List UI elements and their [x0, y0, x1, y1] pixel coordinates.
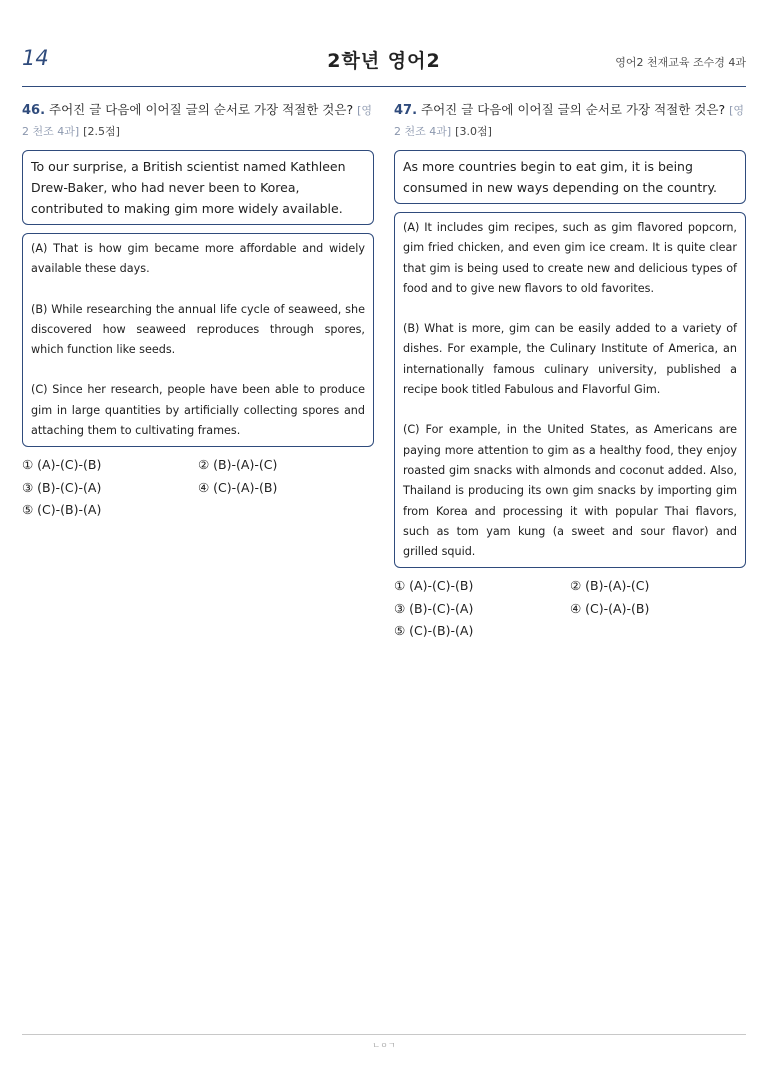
question-prompt: 주어진 글 다음에 이어질 글의 순서로 가장 적절한 것은? [49, 102, 354, 117]
answer-choices [394, 576, 746, 642]
paragraph-b: (B) What is more, gim can be easily added to a variety of dishes. For example, the Culinary Institute of America, an internationally famous culinary university, published a recipe book titled Fabulous and Flavorful Gim. [403, 322, 737, 397]
footer-divider [22, 1034, 746, 1035]
page-title: 2학년 영어2 [327, 50, 441, 72]
answer-choice-3[interactable]: ③ (B)-(C)-(A) [394, 600, 474, 616]
question-source: [영2 천조 4과] [394, 104, 744, 138]
answer-choice-2[interactable]: ② (B)-(A)-(C) [198, 457, 278, 473]
question-47 [394, 100, 746, 642]
paragraph-options-box [22, 233, 374, 447]
paragraph-c: (C) For example, in the United States, as Americans are paying more attention to gim as a healthy food, they enjoy roasted gim snacks with almonds and coconut added. Also, Thailand is producing its own gim snacks by importing gim from Korea and processing it with popular Thai flavors, such as tom yam kung (a sweet and sour flavor) and grilled squid. [403, 423, 737, 559]
page-header [22, 40, 746, 87]
answer-choice-4[interactable]: ④ (C)-(A)-(B) [198, 479, 278, 495]
question-46-heading [22, 100, 374, 142]
question-number: 47. [394, 103, 418, 118]
question-points: [3.0점] [455, 125, 492, 138]
answer-choice-5[interactable]: ⑤ (C)-(B)-(A) [394, 623, 474, 639]
given-passage-box [22, 150, 374, 225]
question-source: [영2 천조 4과] [22, 104, 372, 138]
question-number: 46. [22, 103, 46, 118]
answer-choice-5[interactable]: ⑤ (C)-(B)-(A) [22, 502, 102, 518]
answer-choice-2[interactable]: ② (B)-(A)-(C) [570, 578, 650, 594]
paragraph-options-box [394, 212, 746, 568]
paragraph-b: (B) While researching the annual life cycle of seaweed, she discovered how seaweed reproduces through spores, which function like seeds. [31, 302, 365, 357]
answer-choices [22, 455, 374, 521]
given-passage: To our surprise, a British scientist named Kathleen Drew-Baker, who had never been to Korea, contributed to making gim more widely available. [31, 159, 346, 216]
question-46 [22, 100, 374, 521]
given-passage-box [394, 150, 746, 204]
paragraph-c: (C) Since her research, people have been able to produce gim in large quantities by artificially collecting spores and attaching them to cultivating frames. [31, 383, 365, 438]
question-47-heading [394, 100, 746, 142]
answer-choice-3[interactable]: ③ (B)-(C)-(A) [22, 479, 102, 495]
answer-choice-1[interactable]: ① (A)-(C)-(B) [22, 457, 102, 473]
answer-choice-1[interactable]: ① (A)-(C)-(B) [394, 578, 474, 594]
paragraph-a: (A) That is how gim became more affordable and widely available these days. [31, 242, 365, 276]
given-passage: As more countries begin to eat gim, it is being consumed in new ways depending on the country. [403, 159, 718, 195]
page-number: 14 [22, 46, 49, 70]
footer-mark: ㄴㅇㄱ [372, 1041, 396, 1050]
question-prompt: 주어진 글 다음에 이어질 글의 순서로 가장 적절한 것은? [421, 102, 726, 117]
question-points: [2.5점] [83, 125, 120, 138]
paragraph-a: (A) It includes gim recipes, such as gim flavored popcorn, gim fried chicken, and even gim ice cream. It is quite clear that gim is being used to create new and delicious types of food and to give new flavors to old favorites. [403, 221, 737, 295]
answer-choice-4[interactable]: ④ (C)-(A)-(B) [570, 600, 650, 616]
page-subtitle: 영어2 천재교육 조수경 4과 [615, 56, 746, 69]
